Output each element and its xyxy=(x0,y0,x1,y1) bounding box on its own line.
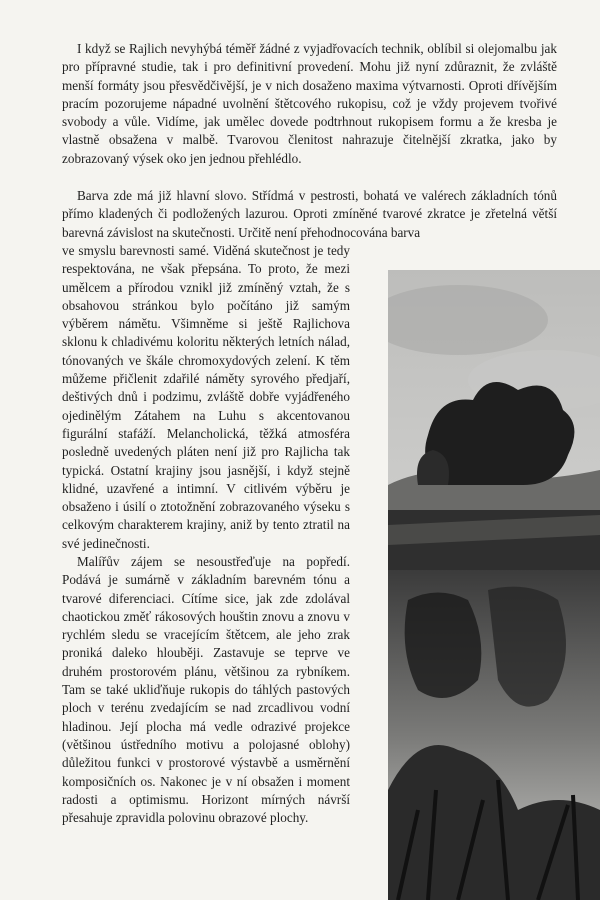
paragraph-2-column: ve smyslu barevnosti samé. Viděná skutečnost je tedy respektována, ne však přepsána. To proto, že mezi umělcem a přírodou vznikl již zmíněný vztah, že s obsahovou stránkou bylo počítáno již samým výběrem námětu. Všimněme si ještě Rajlichova sklonu k chladivému koloritu některých letních nálad, tónovaných ve škále chromoxydových zelení. K těm můžeme přičlenit zdařilé náměty syrového předjaří, deštivých dnů i podzimu, zvláště dobře vyjádřeného ojedinělým Zátahem na Luhu s akcentovanou figurální stafáží. Melancholická, těžká atmosféra posledně uvedených pláten není již pro Rajlicha tak typická. Ostatní krajiny jsou jasnější, i když stejně klidné, uzavřené a intimní. V citlivém výběru je obsaženo i úsilí o ztotožnění zobrazovaného výseku s celkovým charakterem krajiny, aniž by tento ztratil na své jedinečnosti. xyxy=(62,243,350,551)
paragraph-2-full-width: Barva zde má již hlavní slovo. Střídmá v pestrosti, bohatá ve valérech základních tónů přímo kladených či podložených lazurou. Oproti zmíněné tvarové zkratce je zřetelná větší barevná závislost na skutečnosti. Určitě není přehodnocována barva xyxy=(62,188,557,240)
paragraph-1: I když se Rajlich nevyhýbá téměř žádné z vyjadřovacích technik, oblíbil si olejomalbu jak pro přípravné studie, tak i pro definitivní provedení. Mohu již nyní zdůraznit, že zvláště menší formáty jsou přesvědčivější, je v nich dosaženo maxima výtvarnosti. Oproti dřívějším pracím pozorujeme nápadné uvolnění štětcového rukopisu, což je vždy projevem tvořivé svobody a vůle. Vidíme, jak umělec dovede podtrhnout rukopisem formu a že kresba je vlastně obsažena v malbě. Tvarovou členitost nahrazuje čitelnější zkratka, jako by zobrazovaný výsek oko jen jednou přehlédlo. xyxy=(62,41,557,166)
paragraph-3: Malířův zájem se nesoustřeďuje na popředí. Podává je sumárně v základním barevném tónu a tvarové diferenciaci. Cítíme sice, jak zde zdolával chaotickou změť rákosových houštin znovu a znovu v rychlém sledu se vracejícím štětcem, ale jeho zrak proniká daleko hlouběji. Zastavuje se teprve ve druhém prostorovém plánu, většinou za rybníkem. Tam se také ukliďňuje rukopis do táhlých pastových ploch v terénu zvedajícím se nad zrcadlivou vodní hladinou. Její plocha má vedle odrazivé projekce (většinou ústředního motivu a polojasné oblohy) důležitou funkci v prostorové výstavbě a usměrnění komposičních os. Nakonec je v ní obsažen i moment radosti a optimismu. Horizont mírných návrší přesahuje zpravidla polovinu obrazové plochy. xyxy=(62,554,350,826)
landscape-painting-image xyxy=(388,270,600,900)
landscape-painting-reproduction xyxy=(388,270,600,900)
